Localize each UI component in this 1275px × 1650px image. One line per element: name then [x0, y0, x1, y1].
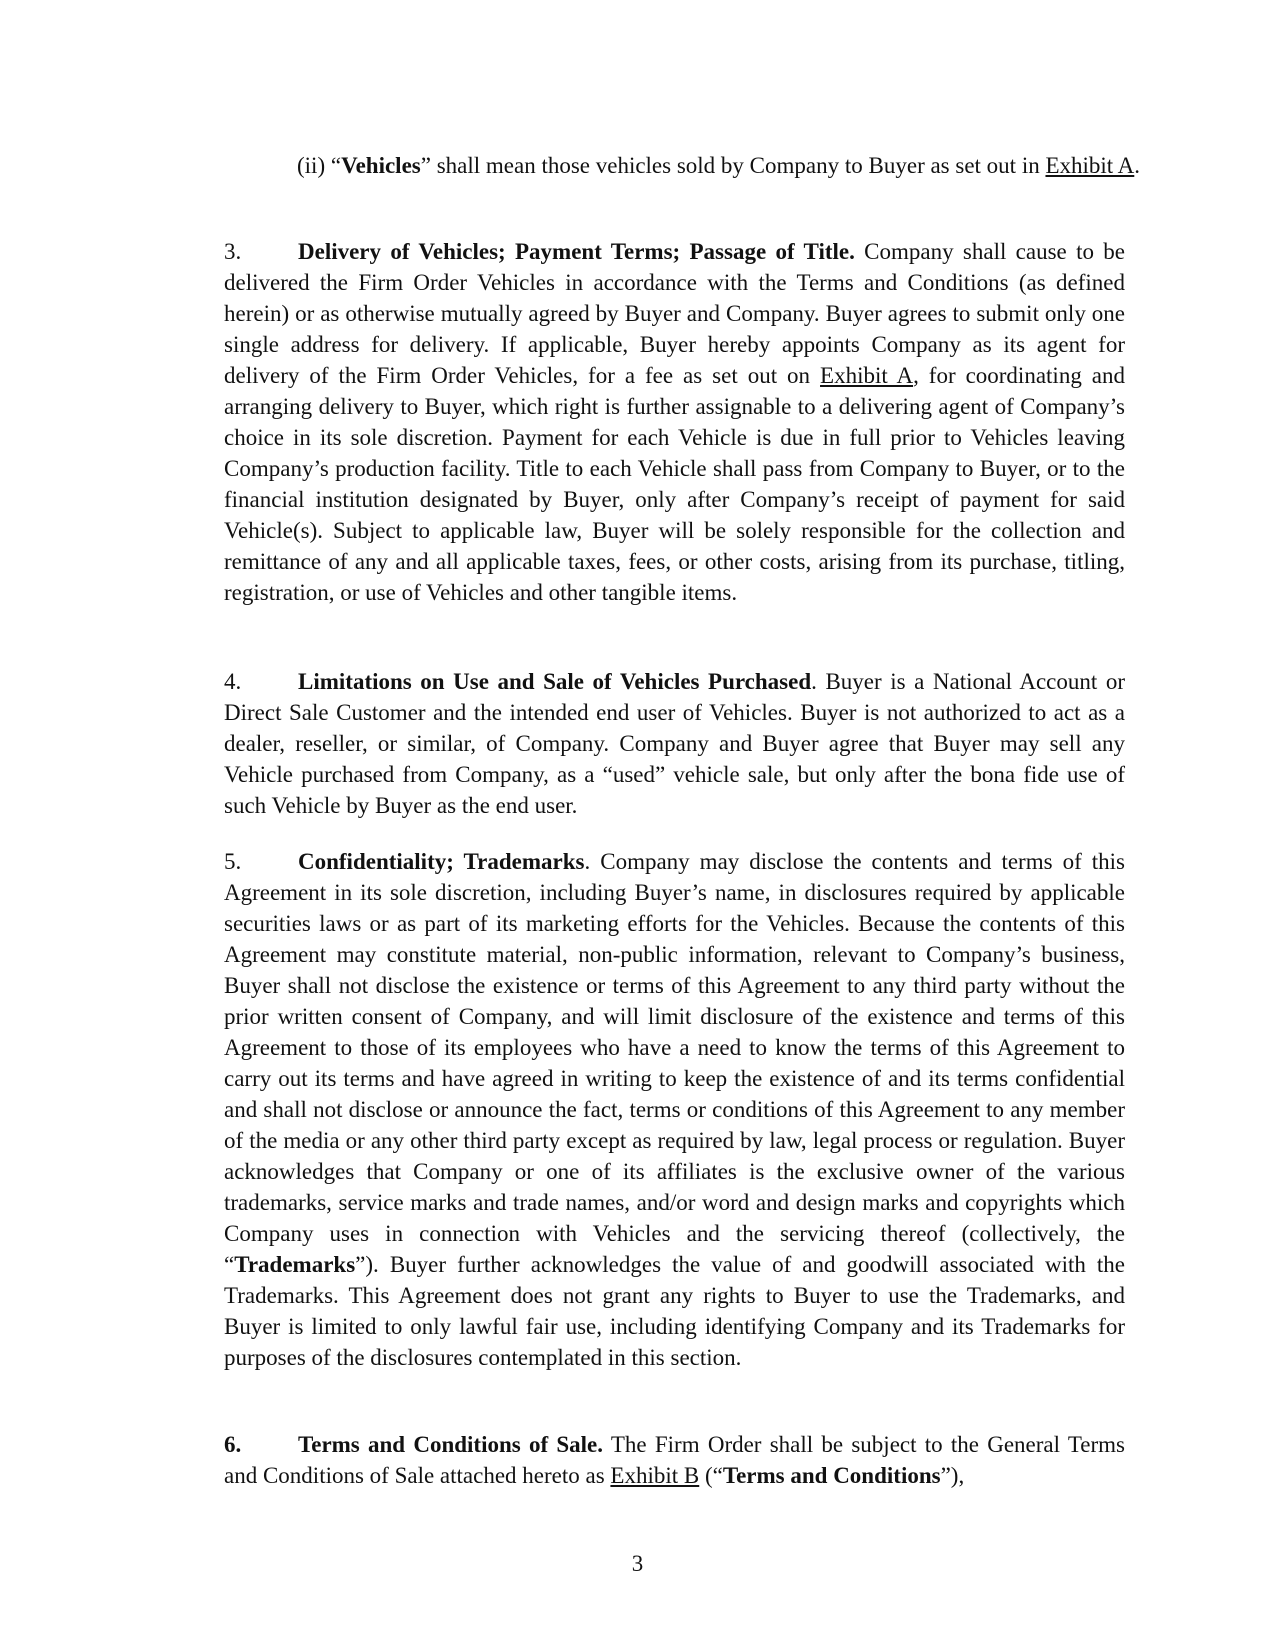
section-heading: Delivery of Vehicles; Payment Terms; Passage of Title.	[298, 239, 855, 264]
section-text: , for coordinating and arranging delivery to Buyer, which right is further assignable to a delivering agent of Company’s choice in its sole discretion. Payment for each Vehicle is due in full prior to Vehicles leaving Company’s production facility. Title to each Vehicle shall pass from Company to Buyer, or to the financial institution designated by Buyer, only after Company’s receipt of payment for said Vehicle(s). Subject to applicable law, Buyer will be solely responsible for the collection and remittance of any and all applicable taxes, fees, or other costs, arising from its purchase, titling, registration, or use of Vehicles and other tangible items.	[224, 363, 1125, 605]
defined-term-trademarks: Trademarks	[234, 1252, 356, 1277]
section-heading: Terms and Conditions of Sale.	[298, 1432, 604, 1457]
section-heading: Limitations on Use and Sale of Vehicles Purchased	[298, 669, 812, 694]
section-number: 4.	[224, 669, 242, 694]
section-number: 3.	[224, 239, 242, 264]
defined-term-vehicles: Vehicles	[341, 153, 421, 178]
section-text: . Buyer is a National Account or Direct Sale Customer and the intended end user of Vehicles. Buyer is not authorized to act as a dealer, reseller, or similar, of Company. Company and Buyer agree that Buyer may sell any Vehicle purchased from Company, as a “used” vehicle sale, but only after the bona fide use of such Vehicle by Buyer as the end user.	[224, 669, 1125, 818]
exhibit-a-reference: Exhibit A	[1045, 153, 1135, 178]
defined-term-terms-and-conditions: Terms and Conditions	[722, 1463, 941, 1488]
section-number: 6.	[224, 1432, 242, 1457]
section-3	[224, 236, 1125, 608]
definition-vehicles: (ii) “Vehicles” shall mean those vehicles sold by Company to Buyer as set out in Exhibit A.	[297, 153, 1141, 178]
section-5	[224, 846, 1125, 1373]
subsection-marker: (ii)	[297, 153, 331, 178]
section-text: The Firm Order shall be subject to the General Terms and Conditions of Sale attached hereto as	[224, 1432, 1126, 1488]
section-6: 6. Terms and Conditions of Sale. The Firm Order shall be subject to the General Terms and Conditions of Sale attached hereto as Exhibit B (“Terms and Conditions”),	[224, 1429, 1125, 1491]
section-text: Company shall cause to be delivered the Firm Order Vehicles in accordance with the Terms and Conditions (as defined herein) or as otherwise mutually agreed by Buyer and Company. Buyer agrees to submit only one single address for delivery. If applicable, Buyer hereby appoints Company as its agent for delivery of the Firm Order Vehicles, for a fee as set out on	[224, 239, 1125, 388]
section-4	[224, 666, 1125, 821]
section-heading: Confidentiality; Trademarks	[298, 849, 585, 874]
exhibit-a-reference: Exhibit A	[820, 363, 914, 388]
section-text: ”). Buyer further acknowledges the value of and goodwill associated with the Trademarks. This Agreement does not grant any rights to Buyer to use the Trademarks, and Buyer is limited to only lawful fair use, including identifying Company and its Trademarks for purposes of the disclosures contemplated in this section.	[224, 1252, 1125, 1370]
section-number: 5.	[224, 849, 242, 874]
section-text: . Company may disclose the contents and terms of this Agreement in its sole discretion, including Buyer’s name, in disclosures required by applicable securities laws or as part of its marketing efforts for the Vehicles. Because the contents of this Agreement may constitute material, non-public information, relevant to Company’s business, Buyer shall not disclose the existence or terms of this Agreement to any third party without the prior written consent of Company, and will limit disclosure of the existence and terms of this Agreement to those of its employees who have a need to know the terms of this Agreement to carry out its terms and have agreed in writing to keep the existence of and its terms confidential and shall not disclose or announce the fact, terms or conditions of this Agreement to any member of the media or any other third party except as required by law, legal process or regulation. Buyer acknowledges that Company or one of its affiliates is the exclusive owner of the various trademarks, service marks and trade names, and/or word and design marks and copyrights which Company uses in connection with Vehicles and the servicing thereof (collectively, the “	[224, 849, 1125, 1277]
exhibit-b-reference: Exhibit B	[610, 1463, 700, 1488]
page-number: 3	[631, 1551, 644, 1576]
